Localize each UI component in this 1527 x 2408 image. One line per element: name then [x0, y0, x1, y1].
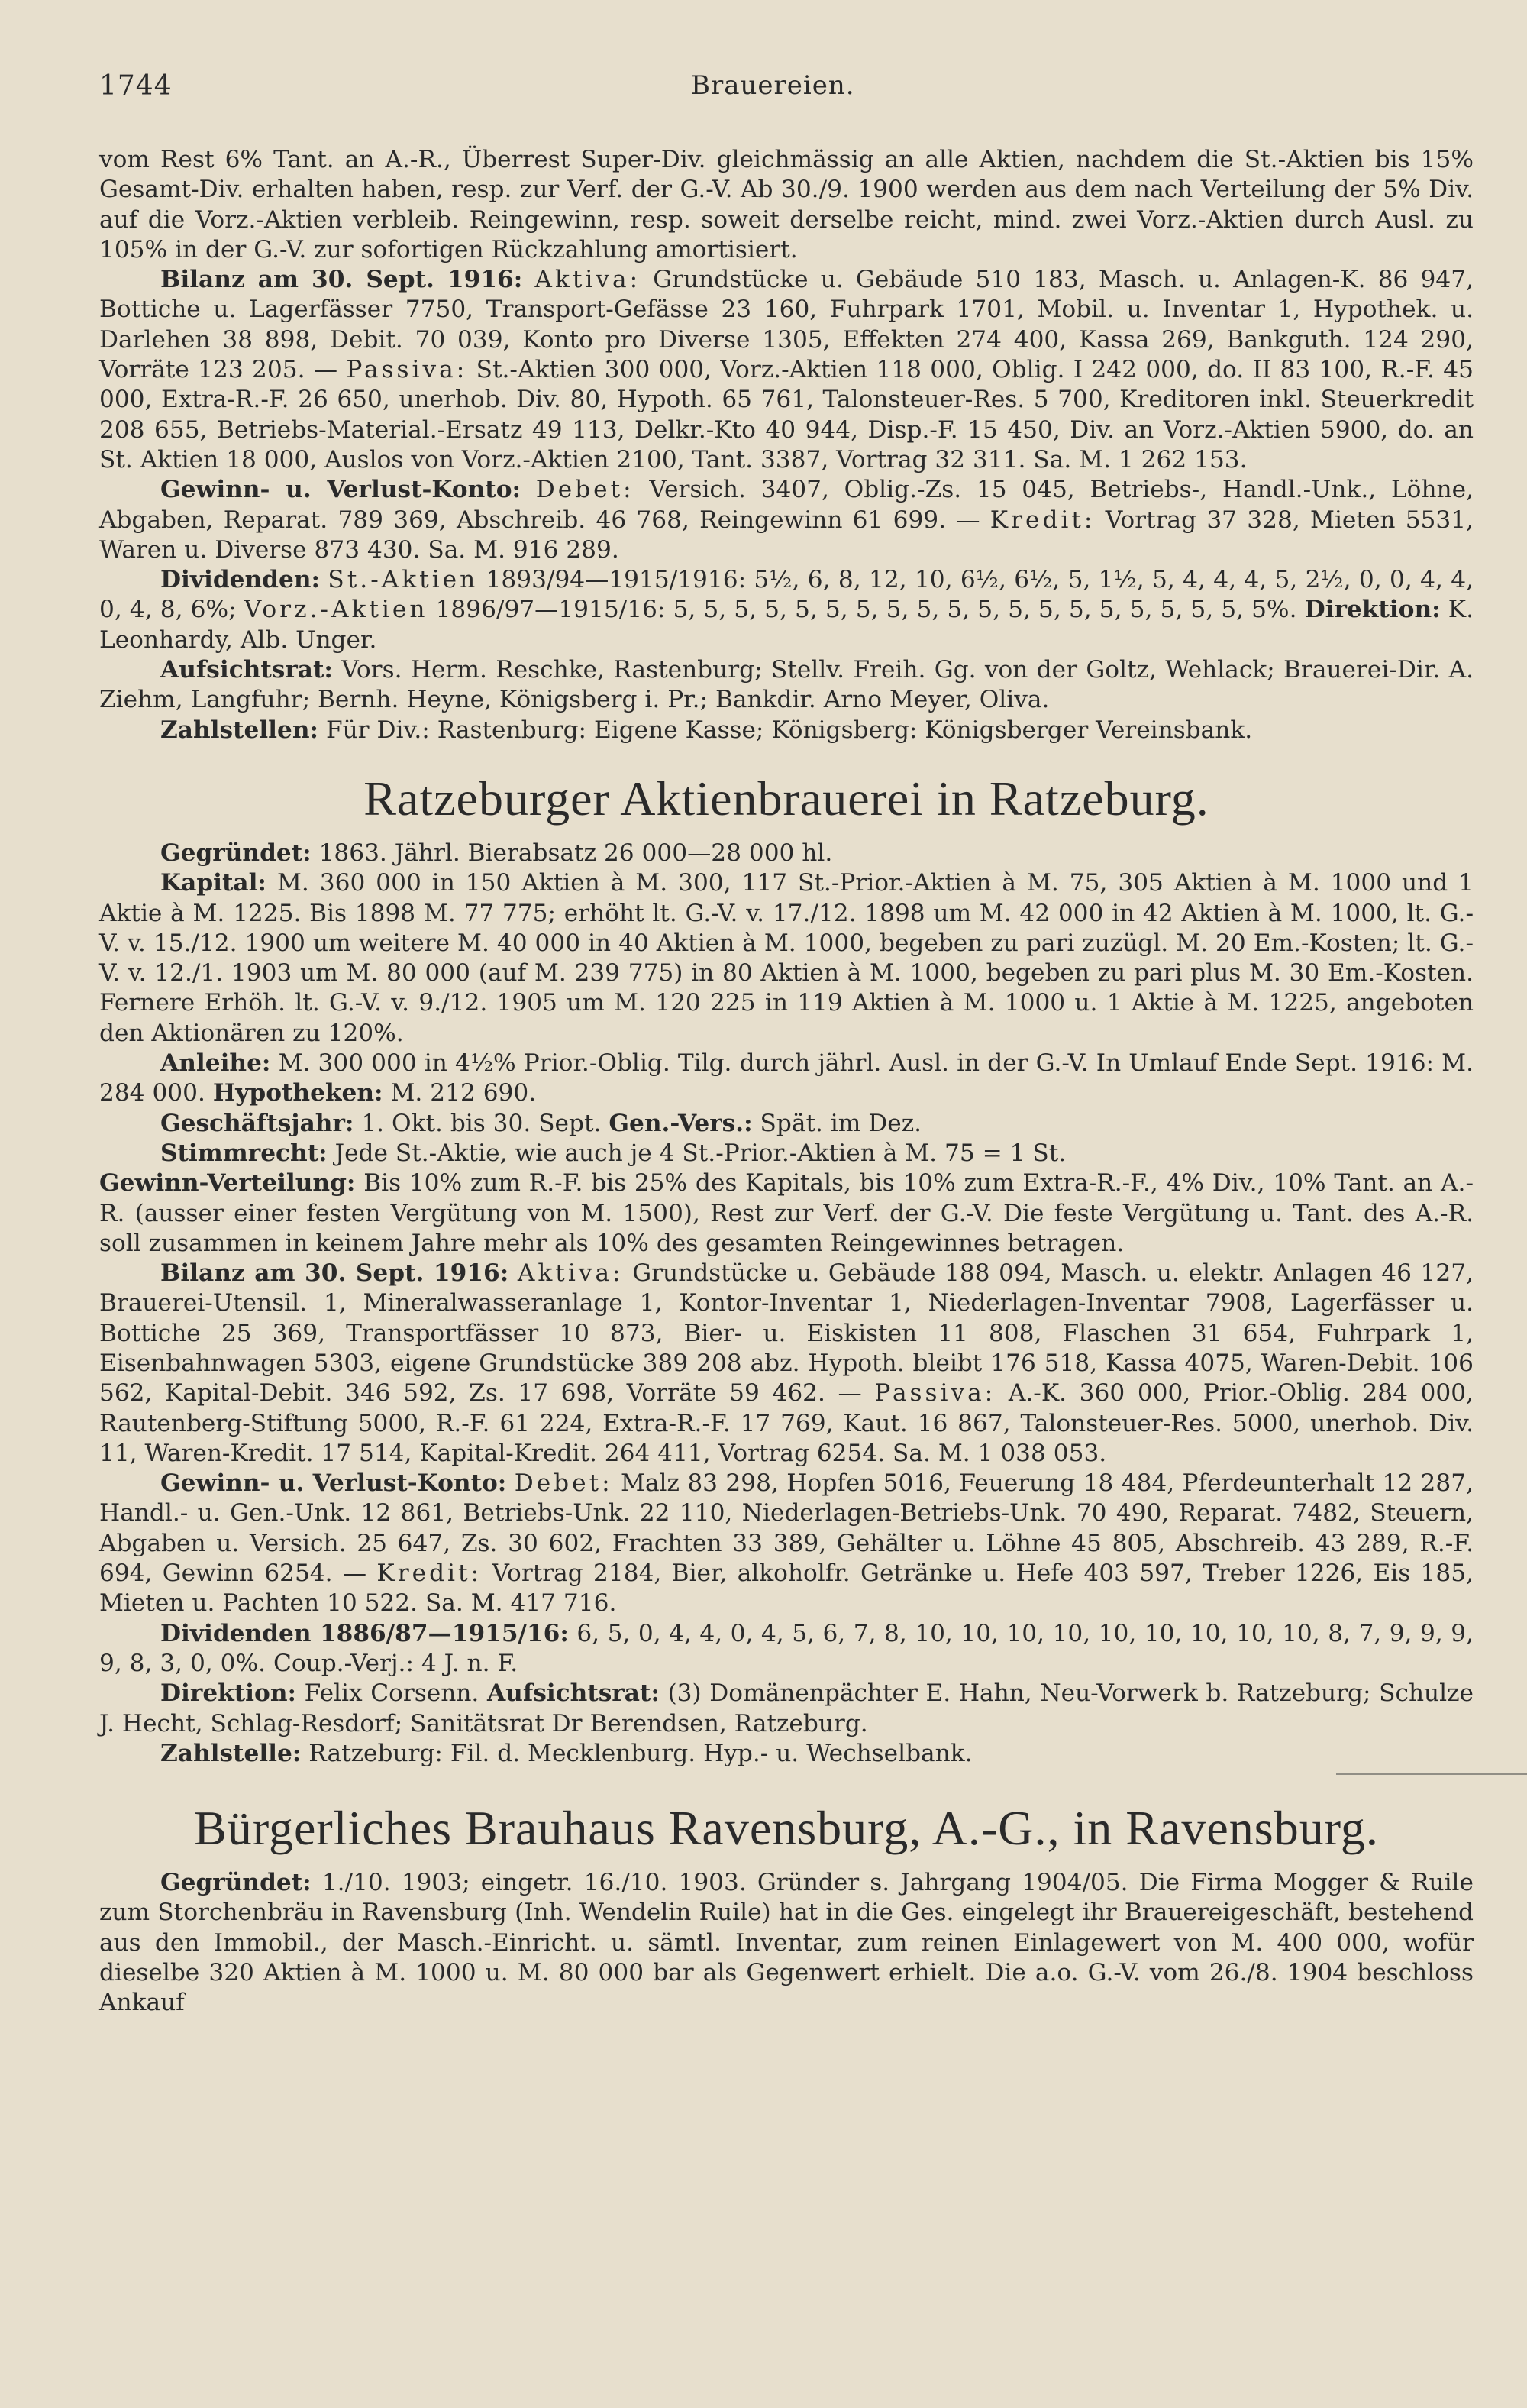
- entry1-direktion: K. Leonhardy, Alb. Unger.: [99, 596, 1474, 654]
- entry2-geschaeftsjahr-label: Geschäftsjahr:: [160, 1109, 354, 1137]
- entry1-st-dividends: 1893/94—1915/1916: 5½, 6, 8, 12, 10, 6½, 6½, 5, 1½, 5, 4, 4, 4, 5, 2½, 0, 0, 4, 4, 0, 4, 8, 6%;: [99, 566, 1474, 624]
- entry2-kredit: Vortrag 2184, Bier, alkoholfr. Getränke u. Hefe 403 597, Treber 1226, Eis 185, Mieten u. Pachten 10 522. Sa. M. 417 716.: [99, 1560, 1474, 1618]
- entry2-direktion-text: Felix Corsenn.: [304, 1679, 479, 1708]
- entry1-kredit-label: Kredit:: [989, 506, 1096, 534]
- entry2-debet: Malz 83 298, Hopfen 5016, Feuerung 18 484, Pferdeunterhalt 12 287, Handl.- u. Gen.-Unk. 12 861, Betriebs-Unk. 22 110, Niederlagen-Betriebs-Unk. 70 490, Reparat. 7482, Steuern, Abgaben u. Versich. 25 647, Zs. 30 602, Frachten 33 389, Gehälter u. Löhne 45 805, Abschreib. 43 289, R.-F. 694, Gewinn 6254. —: [99, 1469, 1474, 1588]
- entry1-passiva-label: Passiva:: [346, 356, 468, 384]
- entry1-zahlstellen: [99, 716, 1474, 745]
- page-number: 1744: [99, 70, 173, 102]
- entry2-gegruendet: [99, 839, 1474, 868]
- entry1-vorz-dividends: 1896/97—1915/16: 5, 5, 5, 5, 5, 5, 5, 5, 5, 5, 5, 5, 5, 5, 5, 5, 5, 5, 5, 5%.: [435, 596, 1297, 624]
- entry1-zahlstellen-text: Für Div.: Rastenburg: Eigene Kasse; Königsberg: Königsberger Vereinsbank.: [325, 716, 1253, 744]
- entry1-aufsichtsrat-text: Vors. Herm. Reschke, Rastenburg; Stellv. Freih. Gg. von der Goltz, Wehlack; Brauerei-Dir. A. Ziehm, Langfuhr; Bernh. Heyne, Königsberg i. Pr.; Bankdir. Arno Meyer, Oliva.: [99, 656, 1474, 714]
- entry1-kredit: Vortrag 37 328, Mieten 5531, Waren u. Diverse 873 430. Sa. M. 916 289.: [99, 506, 1474, 564]
- entry2-bilanz: [99, 1259, 1474, 1469]
- entry1-direktion-label: Direktion:: [1304, 596, 1441, 624]
- entry2-bilanz-label: Bilanz am 30. Sept. 1916:: [160, 1259, 509, 1288]
- entry2-hypotheken-text: M. 212 690.: [390, 1079, 537, 1107]
- entry2-gegruendet-label: Gegründet:: [160, 839, 312, 867]
- entry2-aktiva: Grundstücke u. Gebäude 188 094, Masch. u. elektr. Anlagen 46 127, Brauerei-Utensil. 1, Mineralwasseranlage 1, Kontor-Inventar 1, Niederlagen-Inventar 7908, Lagerfässer u. Bottiche 25 369, Transportfässer 10 873, Bier- u. Eiskisten 11 808, Flaschen 31 654, Fuhrpark 1, Eisenbahnwagen 5303, eigene Grundstücke 389 208 abz. Hypoth. bleibt 176 518, Kassa 4075, Waren-Debit. 106 562, Kapital-Debit. 346 592, Zs. 17 698, Vorräte 59 462. —: [99, 1259, 1474, 1408]
- entry2-gegruendet-text: 1863. Jährl. Bierabsatz 26 000—28 000 hl.: [318, 839, 833, 867]
- entry2-stimmrecht: [99, 1139, 1474, 1168]
- entry1-st-label: St.-Aktien: [328, 566, 479, 594]
- entry3-gegruendet-label: Gegründet:: [160, 1869, 312, 1897]
- entry1-gewinn: [99, 475, 1474, 565]
- entry2-kapital: [99, 868, 1474, 1049]
- entry1-intro-text: vom Rest 6% Tant. an A.-R., Überrest Super-Div. gleichmässig an alle Aktien, nachdem die St.-Aktien bis 15% Gesamt-Div. erhalten haben, resp. zur Verf. der G.-V. Ab 30./9. 1900 werden aus dem nach Verteilung der 5% Div. auf die Vorz.-Aktien verbleib. Reingewinn, resp. soweit derselbe reicht, mind. zwei Vorz.-Aktien durch Ausl. zu 105% in der G.-V. zur sofortigen Rückzahlung amortisiert.: [99, 146, 1474, 263]
- entry2-aufsichtsrat-label: Aufsichtsrat:: [486, 1679, 660, 1708]
- entry2-dividenden: [99, 1619, 1474, 1679]
- entry3-title: Bürgerliches Brauhaus Ravensburg, A.-G., in Ravensburg.: [194, 1801, 1379, 1856]
- entry3-gegruendet: [99, 1868, 1474, 2018]
- entry2-zahlstelle-label: Zahlstelle:: [160, 1739, 302, 1767]
- entry2-title: Ratzeburger Aktienbrauerei in Ratzeburg.: [363, 771, 1209, 826]
- entry2-gewinnverteilung: [99, 1168, 1474, 1259]
- entry1-intro: [99, 145, 1474, 265]
- entry2-passiva: A.-K. 360 000, Prior.-Oblig. 284 000, Rautenberg-Stiftung 5000, R.-F. 61 224, Extra-R.-F. 17 769, Kaut. 16 867, Talonsteuer-Res. 5000, unerhob. Div. 11, Waren-Kredit. 17 514, Kapital-Kredit. 264 411, Vortrag 6254. Sa. M. 1 038 053.: [99, 1379, 1474, 1467]
- entry1-aktiva-label: Aktiva:: [534, 266, 641, 294]
- entry2-direktion-label: Direktion:: [160, 1679, 297, 1708]
- entry1-zahlstellen-label: Zahlstellen:: [160, 716, 319, 744]
- entry2-hypotheken-label: Hypotheken:: [212, 1079, 383, 1107]
- entry2-anleihe-label: Anleihe:: [160, 1049, 271, 1078]
- entry1-gewinn-label: Gewinn- u. Verlust-Konto:: [160, 476, 521, 504]
- entry2-passiva-label: Passiva:: [874, 1379, 996, 1408]
- entry1-debet: Versich. 3407, Oblig.-Zs. 15 045, Betriebs-, Handl.-Unk., Löhne, Abgaben, Reparat. 789 369, Abschreib. 46 768, Reingewinn 61 699. —: [99, 476, 1474, 534]
- entry2-direktion: [99, 1679, 1474, 1739]
- entry2-kapital-text: M. 360 000 in 150 Aktien à M. 300, 117 St.-Prior.-Aktien à M. 75, 305 Aktien à M. 1000 und 1 Aktie à M. 1225. Bis 1898 M. 77 775; erhöht lt. G.-V. v. 17./12. 1898 um M. 42 000 in 42 Aktien à M. 1000, lt. G.-V. v. 15./12. 1900 um weitere M. 40 000 in 40 Aktien à M. 1000, begeben zu pari zuzügl. M. 20 Em.-Kosten; lt. G.-V. v. 12./1. 1903 um M. 80 000 (auf M. 239 775) in 80 Aktien à M. 1000, begeben zu pari plus M. 30 Em.-Kosten. Fernere Erhöh. lt. G.-V. v. 9./12. 1905 um M. 120 225 in 119 Aktien à M. 1000 u. 1 Aktie à M. 1225, angeboten den Aktionären zu 120%.: [99, 869, 1474, 1047]
- entry2-kredit-label: Kredit:: [376, 1560, 483, 1588]
- entry1-aufsichtsrat: [99, 655, 1474, 716]
- entry2-gewinn: [99, 1469, 1474, 1618]
- page-content: [99, 145, 1474, 2019]
- entry1-dividenden: [99, 565, 1474, 655]
- entry1-passiva: St.-Aktien 300 000, Vorz.-Aktien 118 000, Oblig. I 242 000, do. II 83 100, R.-F. 45 000, Extra-R.-F. 26 650, unerhob. Div. 80, Hypoth. 65 761, Talonsteuer-Res. 5 700, Kreditoren inkl. Steuerkredit 208 655, Betriebs-Material.-Ersatz 49 113, Delkr.-Kto 40 944, Disp.-F. 15 450, Div. an Vorz.-Aktien 5900, do. an St. Aktien 18 000, Auslos von Vorz.-Aktien 2100, Tant. 3387, Vortrag 32 311. Sa. M. 1 262 153.: [99, 356, 1474, 474]
- entry1-dividenden-label: Dividenden:: [160, 566, 321, 594]
- entry2-gewinnverteilung-label: Gewinn-Verteilung:: [99, 1169, 356, 1198]
- entry2-stimmrecht-text: Jede St.-Aktie, wie auch je 4 St.-Prior.-Aktien à M. 75 = 1 St.: [334, 1139, 1067, 1167]
- entry1-vorz-label: Vorz.-Aktien: [244, 596, 428, 624]
- entry2-geschaeftsjahr: [99, 1109, 1474, 1139]
- entry2-aufsichtsrat-text: (3) Domänenpächter E. Hahn, Neu-Vorwerk b. Ratzeburg; Schulze J. Hecht, Schlag-Resdorf; Sanitätsrat Dr Berendsen, Ratzeburg.: [99, 1679, 1474, 1737]
- entry2-kapital-label: Kapital:: [160, 869, 266, 897]
- entry2-dividenden-text: 6, 5, 0, 4, 4, 0, 4, 5, 6, 7, 8, 10, 10, 10, 10, 10, 10, 10, 10, 10, 8, 7, 9, 9, 9, 9, 8, 3, 0, 0%. Coup.-Verj.: 4 J. n. F.: [99, 1619, 1474, 1677]
- entry2-geschaeftsjahr-text: 1. Okt. bis 30. Sept.: [361, 1109, 602, 1137]
- running-title: Brauereien.: [691, 70, 855, 101]
- entry2-anleihe: [99, 1049, 1474, 1109]
- entry2-gewinn-label: Gewinn- u. Verlust-Konto:: [160, 1469, 507, 1498]
- entry1-aktiva: Grundstücke u. Gebäude 510 183, Masch. u. Anlagen-K. 86 947, Bottiche u. Lagerfässer 7750, Transport-Gefässe 23 160, Fuhrpark 1701, Mobil. u. Inventar 1, Hypothek. u. Darlehen 38 898, Debit. 70 039, Konto pro Diverse 1305, Effekten 274 400, Kassa 269, Bankguth. 124 290, Vorräte 123 205. —: [99, 266, 1474, 384]
- entry2-genvers-label: Gen.-Vers.:: [609, 1109, 753, 1137]
- entry2-debet-label: Debet:: [514, 1469, 613, 1498]
- entry1-bilanz-label: Bilanz am 30. Sept. 1916:: [160, 266, 523, 294]
- entry2-zahlstelle-text: Ratzeburg: Fil. d. Mecklenburg. Hyp.- u. Wechselbank.: [308, 1739, 973, 1767]
- entry2-stimmrecht-label: Stimmrecht:: [160, 1139, 328, 1167]
- entry2-zahlstelle: [99, 1739, 1474, 1769]
- section-divider: [1336, 1773, 1527, 1775]
- entry1-debet-label: Debet:: [535, 476, 634, 504]
- entry3-gegruendet-text: 1./10. 1903; eingetr. 16./10. 1903. Gründer s. Jahrgang 1904/05. Die Firma Mogger & Ruile zum Storchenbräu in Ravensburg (Inh. Wendelin Ruile) hat in die Ges. eingelegt ihr Brauereigeschäft, bestehend aus den Immobil., der Masch.-Einricht. u. sämtl. Inventar, zum reinen Einlagewert von M. 400 000, wofür dieselbe 320 Aktien à M. 1000 u. M. 80 000 bar als Gegenwert erhielt. Die a.o. G.-V. vom 26./8. 1904 beschloss Ankauf: [99, 1869, 1474, 2017]
- entry1-bilanz: [99, 265, 1474, 475]
- entry2-gewinnverteilung-text: Bis 10% zum R.-F. bis 25% des Kapitals, bis 10% zum Extra-R.-F., 4% Div., 10% Tant. an A.-R. (ausser einer festen Vergütung von M. 1500), Rest zur Verf. der G.-V. Die feste Vergütung u. Tant. des A.-R. soll zusammen in keinem Jahre mehr als 10% des gesamten Reingewinnes betragen.: [99, 1169, 1474, 1257]
- entry2-aktiva-label: Aktiva:: [517, 1259, 624, 1288]
- entry2-dividenden-label: Dividenden 1886/87—1915/16:: [160, 1619, 569, 1647]
- entry1-aufsichtsrat-label: Aufsichtsrat:: [160, 656, 333, 684]
- entry2-genvers-text: Spät. im Dez.: [760, 1109, 922, 1137]
- entry2-anleihe-text: M. 300 000 in 4½% Prior.-Oblig. Tilg. durch jährl. Ausl. in der G.-V. In Umlauf Ende Sept. 1916: M. 284 000.: [99, 1049, 1474, 1107]
- page-header: [99, 70, 1451, 108]
